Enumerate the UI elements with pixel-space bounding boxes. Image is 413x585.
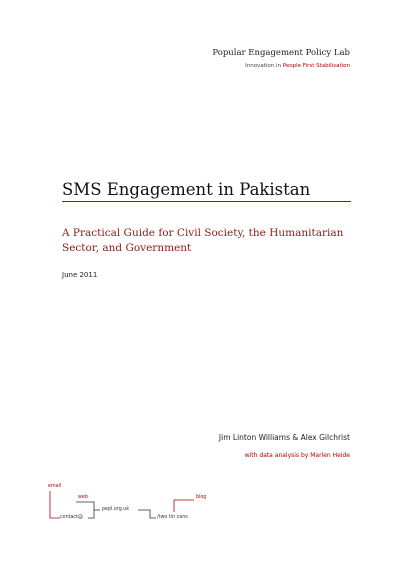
tagline-accent: People First Stabilisation: [282, 63, 350, 69]
tagline-prefix: Innovation in: [245, 63, 283, 69]
path-text: /two tin cans: [157, 515, 188, 520]
web-label: web: [78, 495, 88, 500]
document-title: SMS Engagement in Pakistan: [62, 180, 311, 199]
contact-diagram: [46, 480, 226, 530]
domain-text: pepl.org.uk: [102, 507, 130, 512]
publication-date: June 2011: [62, 271, 98, 279]
analysis-credit: with data analysis by Marlen Heide: [244, 452, 350, 459]
document-subtitle: A Practical Guide for Civil Society, the Humanitarian Sector, and Government: [62, 227, 344, 254]
path-connector: [138, 510, 156, 518]
authors: Jim Linton Williams & Alex Gilchrist: [218, 433, 350, 442]
title-divider: [62, 201, 351, 202]
blog-label: blog: [196, 495, 207, 500]
org-tagline: [245, 63, 350, 69]
email-label: email: [48, 484, 62, 489]
blog-bracket: [174, 500, 194, 512]
contact-text: contact@: [60, 515, 83, 520]
contact-diagram-lines: [46, 480, 226, 530]
email-bracket: [50, 491, 60, 518]
org-name: Popular Engagement Policy Lab: [212, 48, 350, 58]
